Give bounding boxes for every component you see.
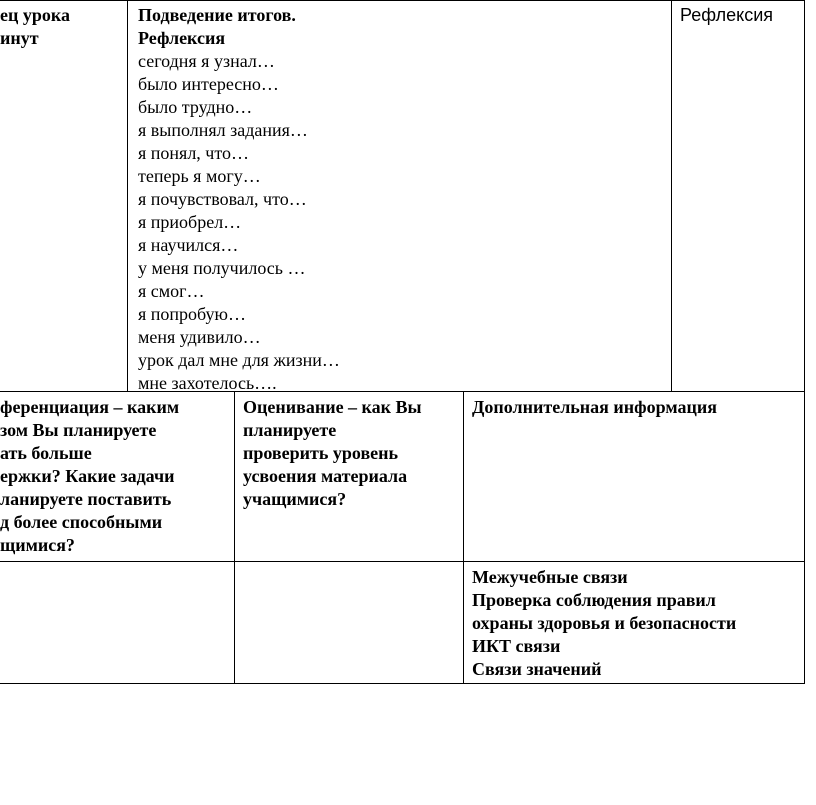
assessment-line: усвоения материала bbox=[243, 466, 408, 486]
reflection-item: я понял, что… bbox=[138, 143, 249, 163]
assessment-line: учащимися? bbox=[243, 489, 347, 509]
reflection-item: я почувствовал, что… bbox=[138, 189, 307, 209]
reflection-item: теперь я могу… bbox=[138, 166, 261, 186]
reflection-item: я научился… bbox=[138, 235, 239, 255]
reflection-item: я выполнял задания… bbox=[138, 120, 308, 140]
reflection-item: у меня получилось … bbox=[138, 258, 306, 278]
reflection-item: я приобрел… bbox=[138, 212, 242, 232]
reflection-item: было интересно… bbox=[138, 74, 279, 94]
reflection-item: я попробую… bbox=[138, 304, 246, 324]
lower-divider-2 bbox=[463, 391, 464, 684]
differentiation-line: ференциация – каким bbox=[0, 397, 180, 417]
differentiation-line: щимися? bbox=[0, 535, 75, 555]
lesson-end-line-2: инут bbox=[0, 28, 39, 48]
summary-title-line-1: Подведение итогов. bbox=[138, 5, 296, 25]
row1-divider-2 bbox=[671, 0, 672, 392]
lesson-end-line-1: ец урока bbox=[0, 5, 70, 25]
cross-curricular-cell bbox=[472, 566, 802, 681]
reflection-item: урок дал мне для жизни… bbox=[138, 350, 340, 370]
row1-divider-1 bbox=[127, 0, 128, 392]
lower-divider-1 bbox=[234, 391, 235, 684]
table-top-border bbox=[0, 0, 805, 1]
assessment-line: планируете bbox=[243, 420, 337, 440]
differentiation-line: д более способными bbox=[0, 512, 163, 532]
table-bottom-border bbox=[0, 683, 805, 684]
cross-curricular-line: Межучебные связи bbox=[472, 567, 628, 587]
additional-info-cell bbox=[472, 396, 802, 419]
differentiation-line: зом Вы планируете bbox=[0, 420, 157, 440]
cross-curricular-line: Проверка соблюдения правил bbox=[472, 590, 716, 610]
reflection-item: меня удивило… bbox=[138, 327, 261, 347]
lesson-end-cell bbox=[0, 4, 124, 50]
assessment-line: проверить уровень bbox=[243, 443, 399, 463]
cross-curricular-line: охраны здоровья и безопасности bbox=[472, 613, 737, 633]
differentiation-line: ержки? Какие задачи bbox=[0, 466, 175, 486]
summary-title-line-2: Рефлексия bbox=[138, 28, 226, 48]
assessment-line: Оценивание – как Вы bbox=[243, 397, 422, 417]
assessment-cell bbox=[243, 396, 461, 511]
differentiation-cell bbox=[0, 396, 232, 557]
resources-cell bbox=[680, 4, 802, 27]
differentiation-line: ланируете поставить bbox=[0, 489, 172, 509]
row2-bottom-border bbox=[0, 561, 805, 562]
table-right-border bbox=[804, 0, 805, 684]
resources-text: Рефлексия bbox=[680, 5, 774, 25]
reflection-item: мне захотелось…. bbox=[138, 373, 277, 393]
reflection-item: я смог… bbox=[138, 281, 205, 301]
cross-curricular-line: Связи значений bbox=[472, 659, 602, 679]
cross-curricular-line: ИКТ связи bbox=[472, 636, 561, 656]
reflection-item: сегодня я узнал… bbox=[138, 51, 275, 71]
reflection-item: было трудно… bbox=[138, 97, 253, 117]
differentiation-line: ать больше bbox=[0, 443, 92, 463]
summary-cell bbox=[138, 4, 668, 395]
additional-info-heading: Дополнительная информация bbox=[472, 397, 717, 417]
